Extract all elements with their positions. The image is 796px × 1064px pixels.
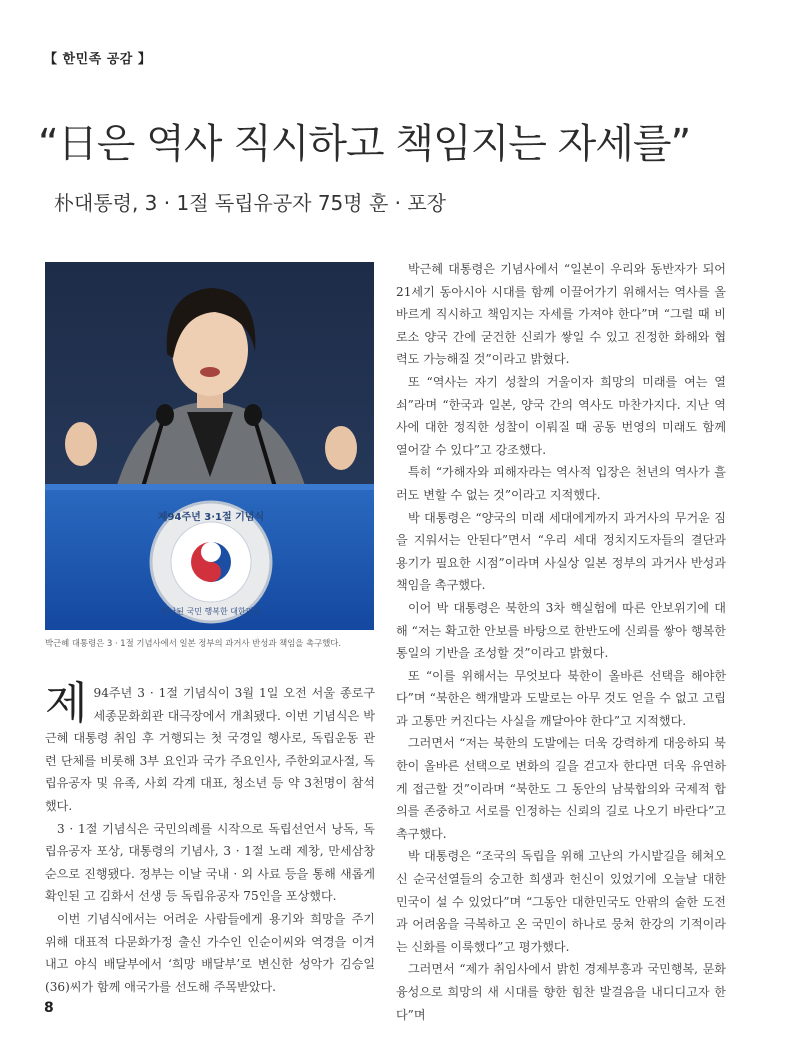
section-tag: 【 한민족 공감 】	[44, 52, 152, 67]
body-paragraph: 이어 박 대통령은 북한의 3차 핵실험에 따른 안보위기에 대해 “저는 확고한 안보를 바탕으로 한반도에 신뢰를 쌓아 행복한 통일의 기반을 조성할 것”이라고 밝혔다.	[396, 600, 726, 661]
body-paragraph: 박 대통령은 “양국의 미래 세대에게까지 과거사의 무거운 짐을 지워서는 안된다”면서 “우리 세대 정치지도자들의 결단과 용기가 필요한 시점”이라며 사실상 일본 정부의 과거사 반성과 책임을 촉구했다.	[396, 510, 726, 593]
body-paragraph: 또 “역사는 자기 성찰의 거울이자 희망의 미래를 여는 열쇠”라며 “한국과 일본, 양국 간의 역사도 마찬가지다. 지난 역사에 대한 정직한 성찰이 이뤄질 때 공동 번영의 미래도 함께 열어갈 수 있다”고 강조했다.	[396, 374, 726, 457]
body-paragraph: 박근혜 대통령은 기념사에서 “일본이 우리와 동반자가 되어 21세기 동아시아 시대를 함께 이끌어가기 위해서는 역사를 올바르게 직시하고 책임지는 자세를 가져야 한다”며 “그럴 때 비로소 양국 간에 굳건한 신뢰가 쌓일 수 있고 진정한 화해와 협력도 가능해질 것”이라고 밝혔다.	[396, 262, 726, 367]
page-number: 8	[44, 1000, 54, 1016]
speech-photo-illustration	[45, 262, 374, 630]
body-paragraph: 특히 “가해자와 피해자라는 역사적 입장은 천년의 역사가 흘러도 변할 수 없는 것”이라고 지적했다.	[396, 465, 726, 502]
body-paragraph: 그러면서 “제가 취임사에서 밝힌 경제부흥과 국민행복, 문화융성으로 희망의 새 시대를 향한 힘찬 발걸음을 내디디고자 한다”며	[396, 962, 726, 1022]
headline: “日은 역사 직시하고 책임지는 자세를”	[38, 121, 691, 167]
body-paragraph: 3 · 1절 기념식은 국민의례를 시작으로 독립선언서 낭독, 독립유공자 포상, 대통령의 기념사, 3 · 1절 노래 제창, 만세삼창 순으로 진행됐다. 정부는 이날 국내 · 외 사료 등을 통해 새롭게 확인된 고 김화서 선생 등 독립유공자 75인을 포상했다.	[45, 821, 375, 904]
body-paragraph: 박 대통령은 “조국의 독립을 위해 고난의 가시밭길을 헤쳐오신 순국선열들의 숭고한 희생과 헌신이 있었기에 오늘날 대한민국이 설 수 있었다”며 “그동안 대한민국도 안팎의 숱한 도전과 어려움을 극복하고 온 국민이 하나로 뭉쳐 한강의 기적이라는 신화를 이룩했다”고 평가했다.	[396, 849, 726, 954]
right-column	[396, 258, 726, 1026]
podium-title: 제94주년 3·1절 기념식	[157, 512, 265, 523]
body-paragraph: 또 “이를 위해서는 무엇보다 북한이 올바른 선택을 해야한다”며 “북한은 핵개발과 도발로는 아무 것도 얻을 수 없고 고립과 고통만 커진다는 사실을 깨달아야 한다”고 지적했다.	[396, 668, 726, 728]
lead-paragraph: 제 94주년 3 · 1절 기념식이 3월 1일 오전 서울 종로구 세종문화회관 대극장에서 개최됐다. 이번 기념식은 박근혜 대통령 취임 후 거행되는 첫 국경일 행사로, 독립운동 관련 단체를 비롯해 3부 요인과 국가 주요인사, 주한외교사절, 독립유공자 및 유족, 사회 각계 대표, 청소년 등 약 3천명이 참석했다.	[45, 678, 375, 813]
photo-caption: 박근혜 대통령은 3 · 1절 기념사에서 일본 정부의 과거사 반성과 책임을 촉구했다.	[45, 638, 342, 648]
subheadline: 朴대통령, 3 · 1절 독립유공자 75명 훈 · 포장	[54, 191, 446, 215]
body-paragraph: 이번 기념식에서는 어려운 사람들에게 용기와 희망을 주기 위해 대표적 다문화가정 출신 가수인 인순이씨와 역경을 이겨내고 야식 배달부에서 ‘희망 배달부’로 변신한 성악가 김승일(36)씨가 함께 애국가를 선도해 주목받았다.	[45, 911, 375, 994]
dropcap: 제	[45, 678, 88, 729]
body-paragraph: 그러면서 “저는 북한의 도발에는 더욱 강력하게 대응하되 북한이 올바른 선택으로 변화의 길을 걷고자 한다면 더욱 유연하게 접근할 것”이라며 “북한도 그 동안의 남북합의와 국제적 합의를 존중하고 서로를 인정하는 신뢰의 길로 나오기 바란다”고 촉구했다.	[396, 736, 726, 841]
podium-subtitle: 하나된 국민 행복한 대한민국	[160, 607, 262, 616]
left-column	[45, 678, 375, 998]
article-photo	[45, 262, 374, 630]
